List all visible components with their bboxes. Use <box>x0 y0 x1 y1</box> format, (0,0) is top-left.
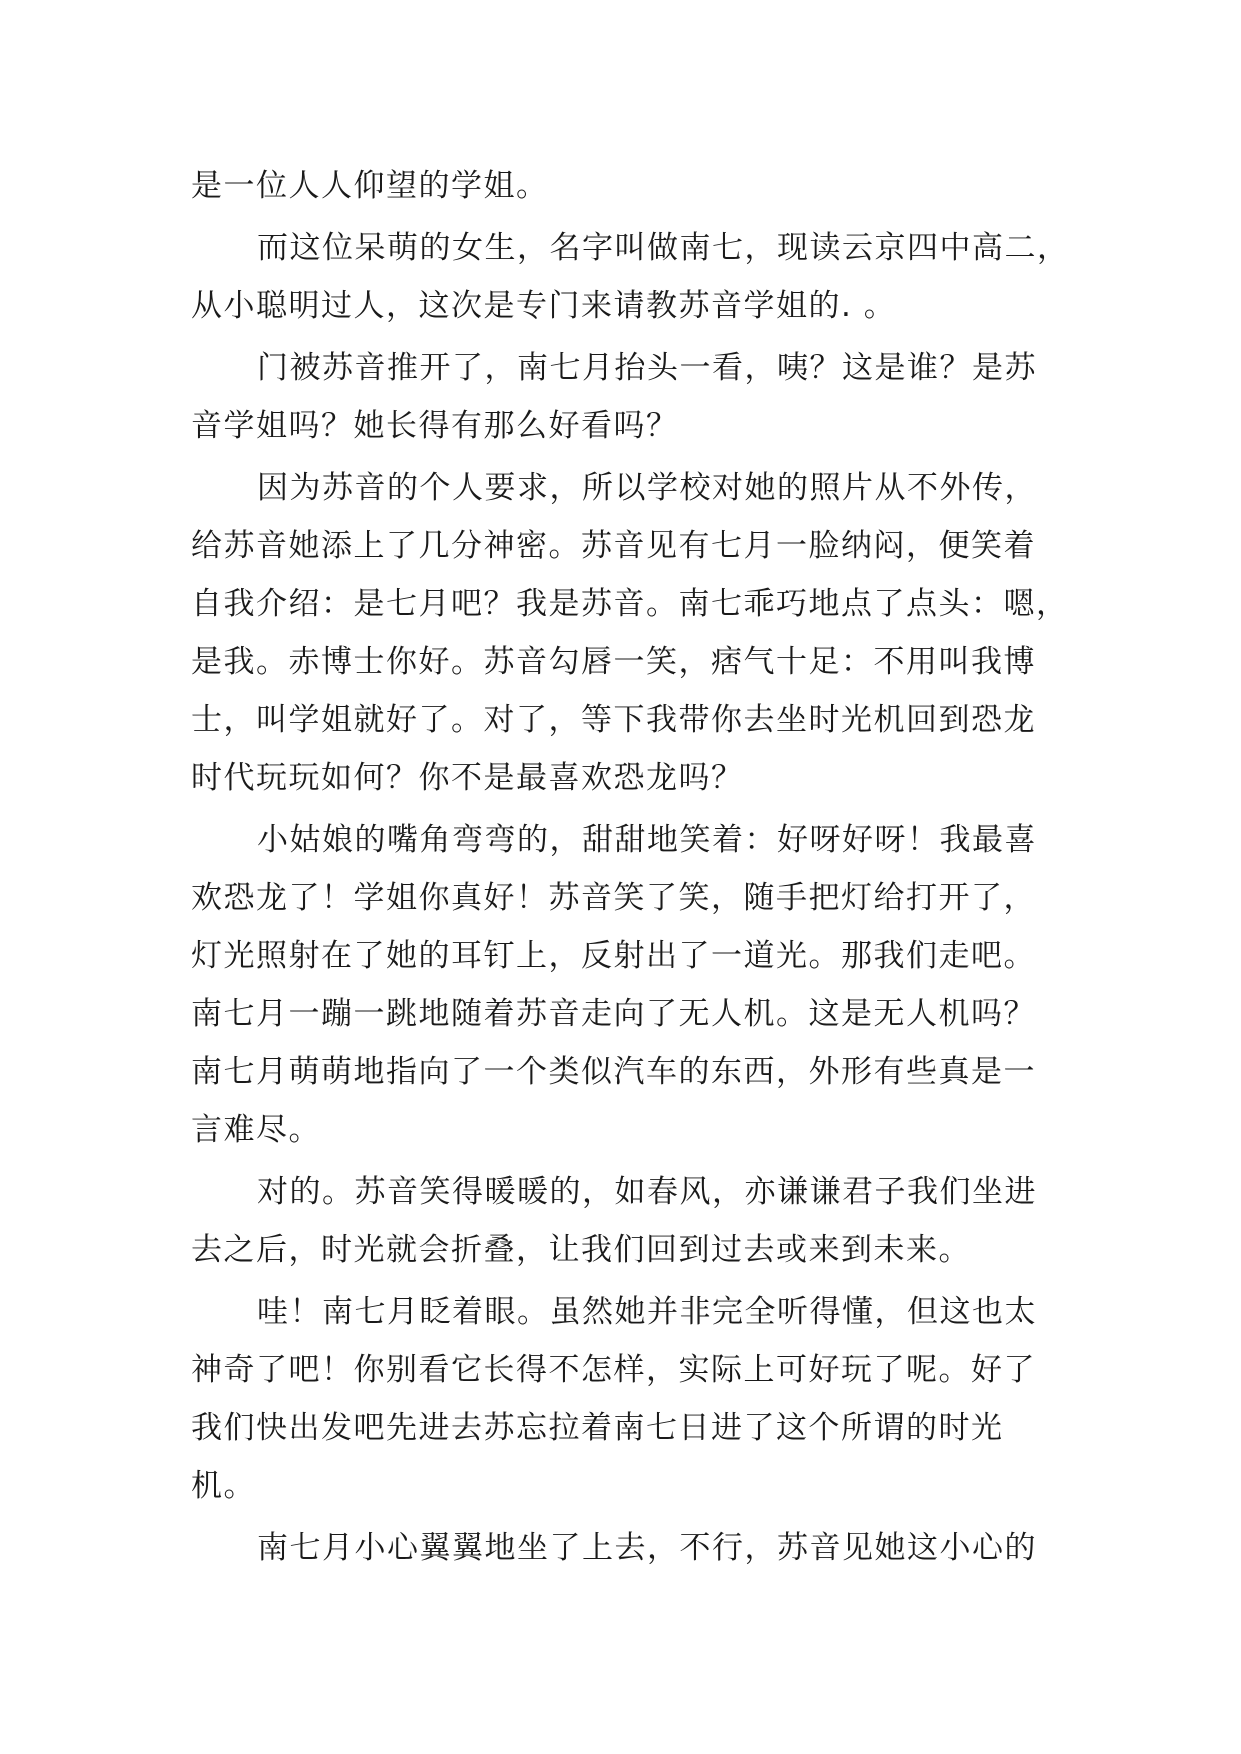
document-body <box>191 157 1070 1577</box>
text-line: 自我介绍：是七月吧？我是苏音。南七乖巧地点了点头：嗯， <box>191 586 1069 622</box>
text-line: 南七月一蹦一跳地随着苏音走向了无人机。这是无人机吗？ <box>191 996 1036 1032</box>
text-line: 我们快出发吧先进去苏忘拉着南七日进了这个所谓的时光 <box>191 1410 1004 1446</box>
text-line: 从小聪明过人，这次是专门来请教苏音学姐的. 。 <box>191 288 897 324</box>
text-line: 对的。苏音笑得暖暖的，如春风，亦谦谦君子我们坐进 <box>257 1174 1037 1210</box>
text-line: 哇！南七月眨着眼。虽然她并非完全听得懂，但这也太 <box>257 1294 1037 1330</box>
paragraph <box>191 1163 1051 1279</box>
paragraph <box>191 157 1051 215</box>
paragraph <box>191 339 1051 455</box>
text-line: 欢恐龙了！学姐你真好！苏音笑了笑，随手把灯给打开了， <box>191 880 1036 916</box>
text-line: 灯光照射在了她的耳钉上，反射出了一道光。那我们走吧。 <box>191 938 1036 974</box>
text-line: 是一位人人仰望的学姐。 <box>191 168 549 204</box>
paragraph <box>191 219 1070 335</box>
text-line: 南七月小心翼翼地坐了上去，不行，苏音见她这小心的 <box>257 1530 1037 1566</box>
paragraph <box>191 1519 1051 1577</box>
text-line: 音学姐吗？她长得有那么好看吗？ <box>191 408 679 444</box>
paragraph <box>191 1283 1051 1515</box>
text-line: 小姑娘的嘴角弯弯的，甜甜地笑着：好呀好呀！我最喜 <box>257 822 1037 858</box>
text-line: 是我。赤博士你好。苏音勾唇一笑，痞气十足：不用叫我博 <box>191 644 1036 680</box>
text-line: 时代玩玩如何？你不是最喜欢恐龙吗？ <box>191 760 744 796</box>
text-line: 言难尽。 <box>191 1112 321 1148</box>
text-line: 士，叫学姐就好了。对了，等下我带你去坐时光机回到恐龙 <box>191 702 1036 738</box>
text-line: 去之后，时光就会折叠，让我们回到过去或来到未来。 <box>191 1232 971 1268</box>
text-line: 机。 <box>191 1468 256 1504</box>
paragraph <box>191 811 1051 1159</box>
text-line: 因为苏音的个人要求，所以学校对她的照片从不外传， <box>257 470 1037 506</box>
text-line: 南七月萌萌地指向了一个类似汽车的东西，外形有些真是一 <box>191 1054 1036 1090</box>
text-line: 门被苏音推开了，南七月抬头一看，咦？这是谁？是苏 <box>257 350 1037 386</box>
text-line: 神奇了吧！你别看它长得不怎样，实际上可好玩了呢。好了 <box>191 1352 1036 1388</box>
text-line: 给苏音她添上了几分神密。苏音见有七月一脸纳闷，便笑着 <box>191 528 1036 564</box>
paragraph <box>191 459 1069 807</box>
text-line: 而这位呆萌的女生，名字叫做南七，现读云京四中高二， <box>257 230 1070 266</box>
